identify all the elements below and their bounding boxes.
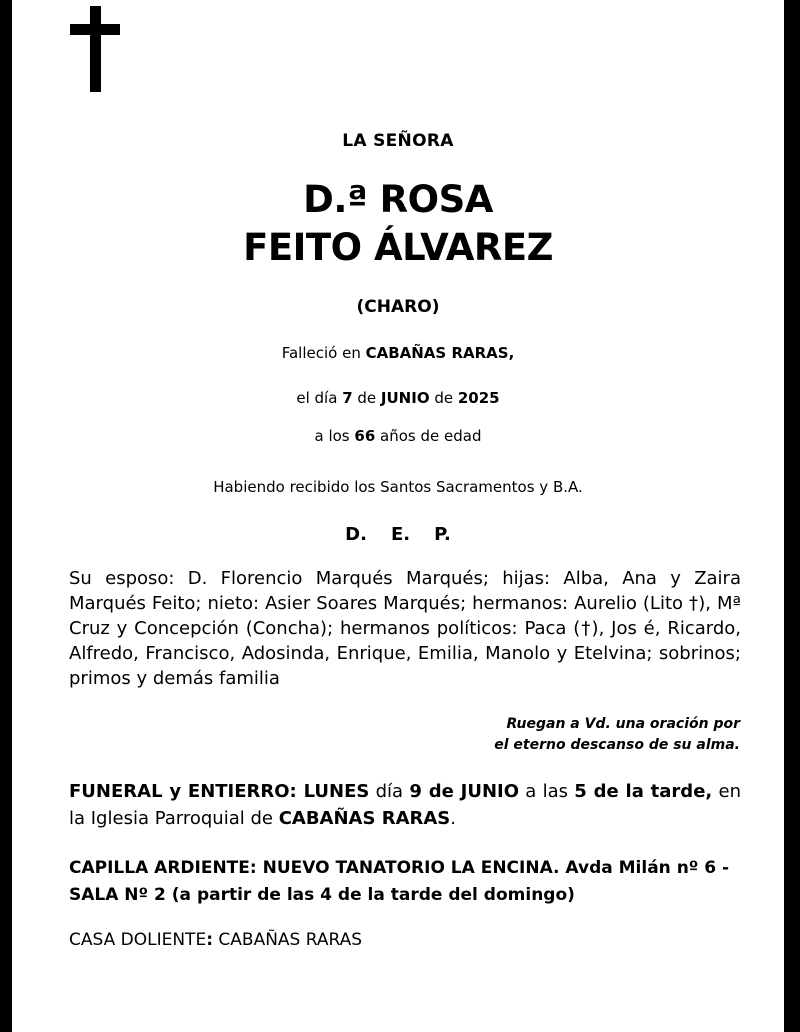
age-line: a los 66 años de edad xyxy=(314,427,482,445)
funeral-paragraph: FUNERAL y ENTIERRO: LUNES día 9 de JUNIO a las 5 de la tarde, en la Iglesia Parroquial de CABAÑAS RARAS. xyxy=(69,781,741,829)
age-value: 66 xyxy=(354,427,376,445)
death-month: JUNIO xyxy=(380,389,430,407)
death-place: CABAÑAS RARAS, xyxy=(365,344,515,362)
mourning-house-line: CASA DOLIENTE: CABAÑAS RARAS xyxy=(69,930,363,950)
obituary-page xyxy=(12,0,784,1032)
prayer-text: Ruegan a Vd. una oración por el eterno descanso de su alma. xyxy=(494,716,740,753)
cross-icon xyxy=(70,6,120,92)
funeral-time: 5 de la tarde, xyxy=(574,781,713,802)
mourning-house-value: CABAÑAS RARAS xyxy=(213,930,363,950)
funeral-place: CABAÑAS RARAS xyxy=(278,808,451,829)
death-place-line: Falleció en CABAÑAS RARAS, xyxy=(281,344,515,362)
honorific-title: LA SEÑORA xyxy=(342,131,454,151)
funeral-label: FUNERAL y ENTIERRO: LUNES xyxy=(69,781,370,802)
deceased-nickname: (CHARO) xyxy=(356,297,440,317)
death-date-line: el día 7 de JUNIO de 2025 xyxy=(296,389,500,407)
deceased-name-last: FEITO ÁLVAREZ xyxy=(243,226,553,269)
death-day: 7 xyxy=(342,389,353,407)
chapel-paragraph: CAPILLA ARDIENTE: NUEVO TANATORIO LA ENCINA. Avda Milán nº 6 - SALA Nº 2 (a partir de las 4 de la tarde del domingo) xyxy=(69,858,730,905)
deceased-name-first: D.ª ROSA xyxy=(303,178,493,221)
funeral-date: 9 de JUNIO xyxy=(409,781,520,802)
family-paragraph: Su esposo: D. Florencio Marqués Marqués; hijas: Alba, Ana y Zaira Marqués Feito; nieto: Asier Soares Marqués; hermanos: Aurelio (Lito †), Mª Cruz y Concepción (Concha); hermanos políticos: Paca (†), Jos é, Ricardo, Alfredo, Francisco, Adosinda, Enrique, Emilia, Manolo y Etelvina; sobrinos; primos y demás familia xyxy=(69,568,741,689)
death-year: 2025 xyxy=(457,389,500,407)
sacraments-line: Habiendo recibido los Santos Sacramentos y B.A. xyxy=(213,478,583,496)
dep-line: D. E. P. xyxy=(345,524,451,545)
